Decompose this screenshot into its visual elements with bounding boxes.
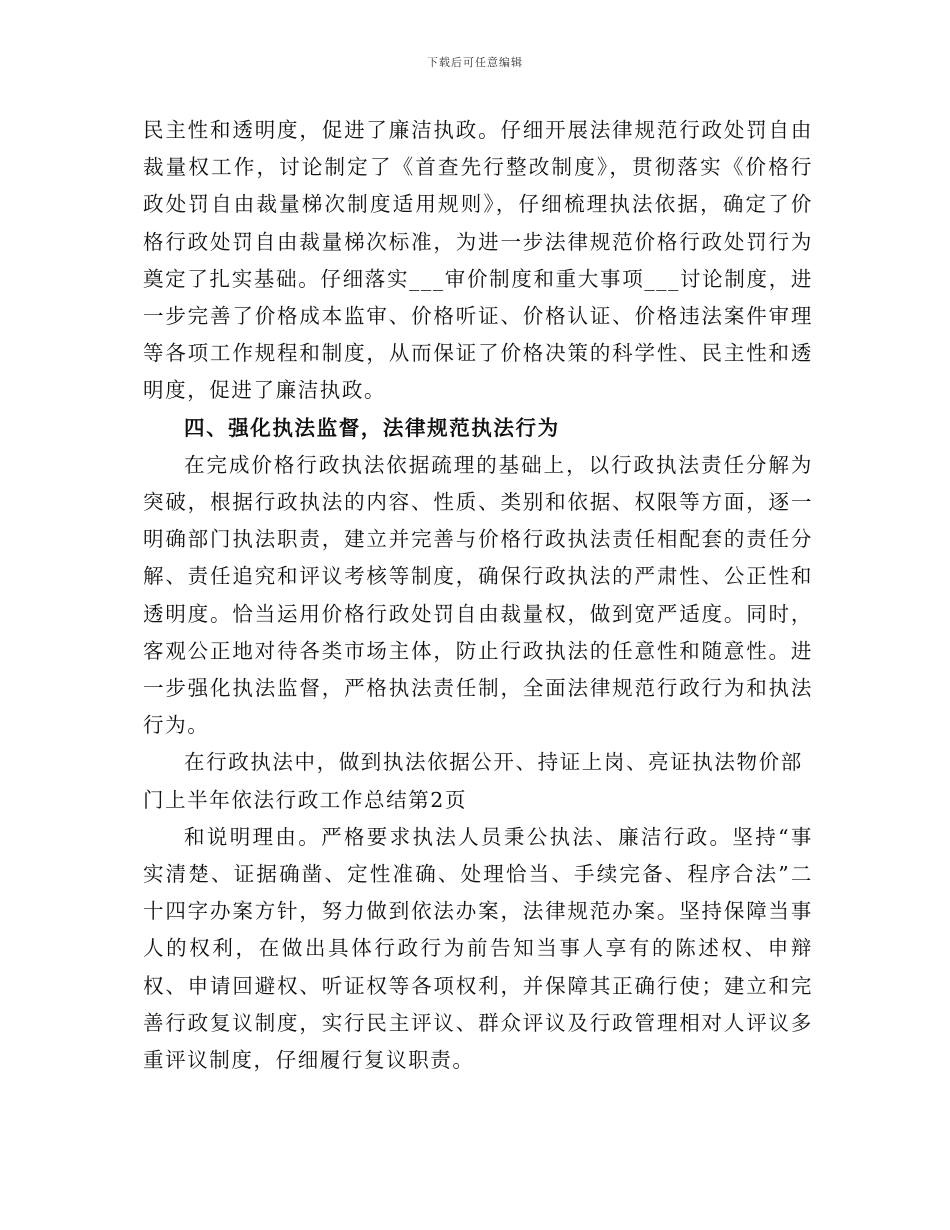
paragraph-enforcement: 在完成价格行政执法依据疏理的基础上，以行政执法责任分解为突破，根据行政执法的内容、性质、类别和依据、权限等方面，逐一明确部门执法职责，建立并完善与价格行政执法责任相配套的责任分解、责任追究和评议考核等制度，确保行政执法的严肃性、公正性和透明度。恰当运用价格行政处罚自由裁量权，做到宽严适度。同时，客观公正地对待各类市场主体，防止行政执法的任意性和随意性。进一步强化执法监督，严格执法责任制，全面法律规范行政行为和执法行为。 (143, 452, 813, 738)
page-header: 下载后可任意编辑 (427, 56, 523, 69)
paragraph-reasons: 和说明理由。严格要求执法人员秉公执法、廉洁行政。坚持“事实清楚、证据确凿、定性准确、处理恰当、手续完备、程序合法”二十四字办案方针，努力做到依法办案，法律规范办案。坚持保障当事人的权利，在做出具体行政行为前告知当事人享有的陈述权、申辩权、申请回避权、听证权等各项权利，并保障其正确行使；建立和完善行政复议制度，实行民主评议、群众评议及行政管理相对人评议多重评议制度，仔细履行复议职责。 (143, 824, 813, 1073)
page-footer-note: 门上半年依法行政工作总结第2页 (143, 787, 468, 812)
document-body (143, 112, 813, 1079)
paragraph-continuation: 民主性和透明度，促进了廉洁执政。仔细开展法律规范行政处罚自由裁量权工作，讨论制定了《首查先行整改制度》，贯彻落实《价格行政处罚自由裁量梯次制度适用规则》，仔细梳理执法依据，确定了价格行政处罚自由裁量梯次标准，为进一步法律规范价格行政处罚行为奠定了扎实基础。仔细落实___审价制度和重大事项___讨论制度，进一步完善了价格成本监审、价格听证、价格认证、价格违法案件审理等各项工作规程和制度，从而保证了价格决策的科学性、民主性和透明度，促进了廉洁执政。 (143, 118, 813, 403)
section-heading: 四、强化执法监督，法律规范执法行为 (184, 415, 560, 440)
paragraph-admin-enforcement: 在行政执法中，做到执法依据公开、持证上岗、亮证执法物价部 (184, 750, 803, 775)
